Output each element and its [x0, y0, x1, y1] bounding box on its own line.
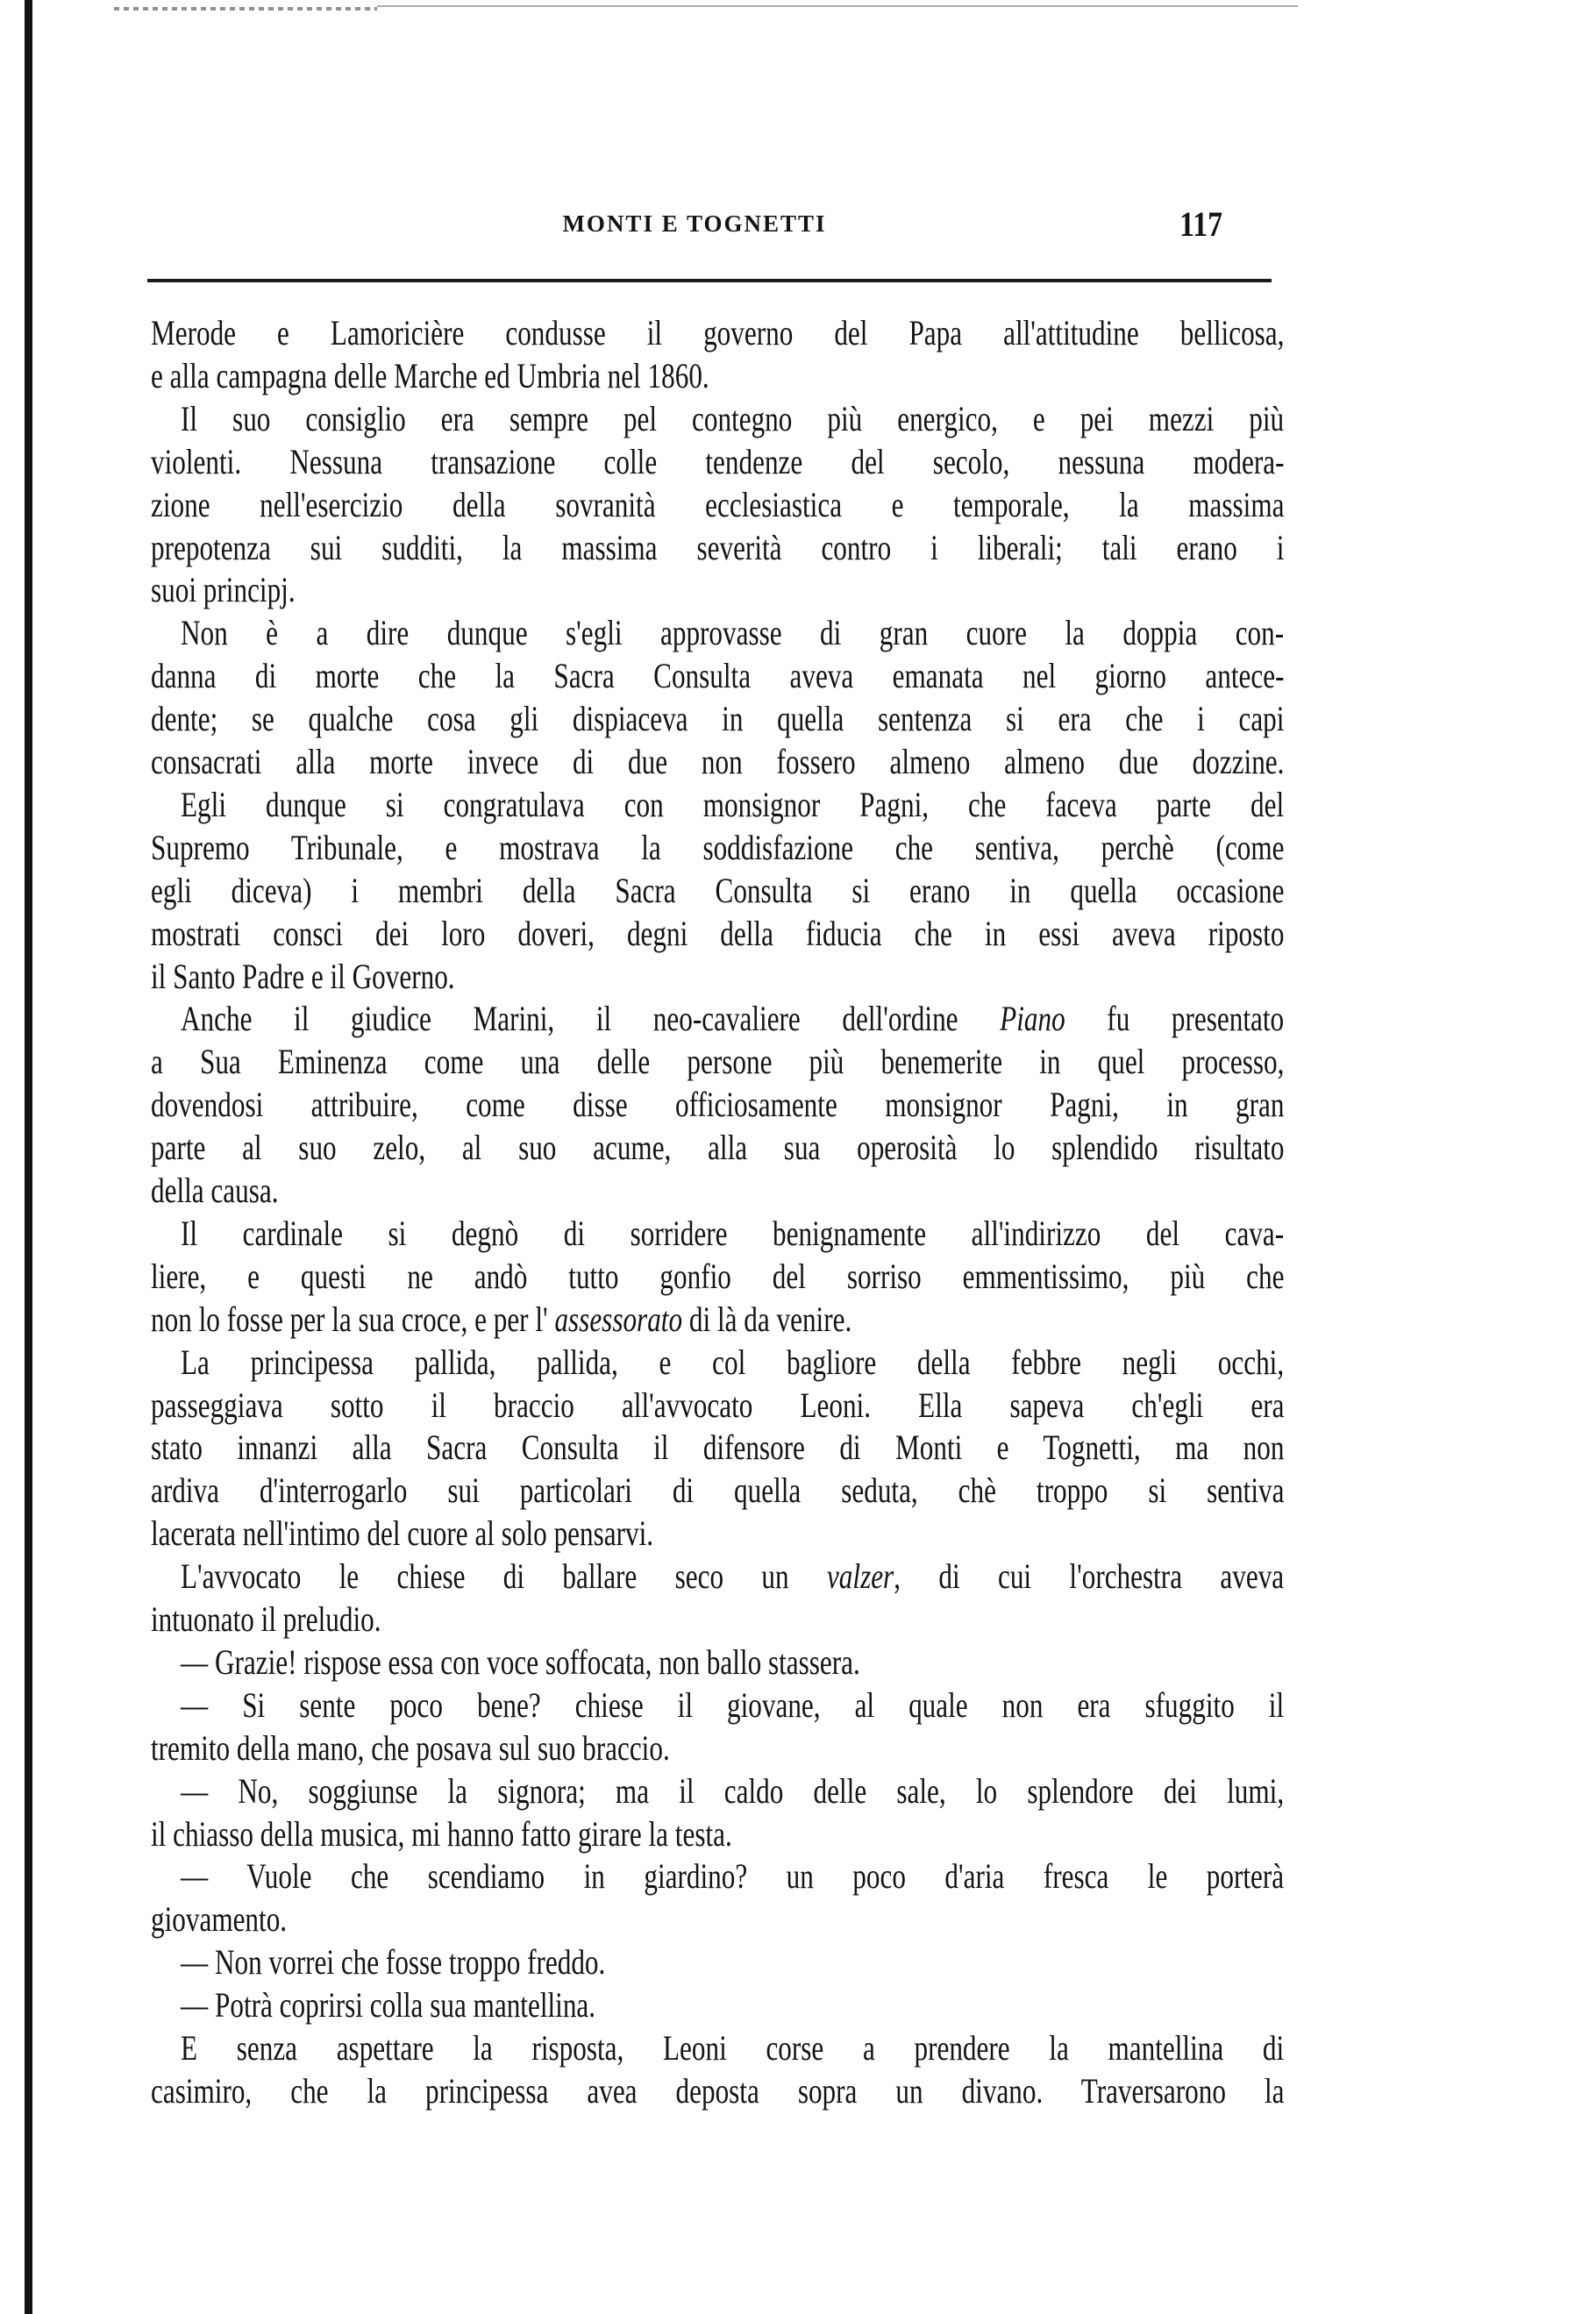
text-line	[151, 526, 1284, 569]
text-line	[181, 997, 1284, 1040]
text-segment: di là da venire.	[682, 1299, 852, 1339]
page-number: 117	[1179, 204, 1223, 244]
text-line	[151, 1298, 1284, 1341]
text-segment: della causa.	[151, 1171, 279, 1210]
scan-top-edge	[377, 5, 1298, 7]
text-segment: — Vuole che scendiamo in giardino? un poco d'aria fresca le porterà	[181, 1856, 1285, 1897]
text-segment: casimiro, che la principessa avea deposta sopra un divano. Traversarono la	[151, 2070, 1285, 2111]
text-segment: passeggiava sotto il braccio all'avvocato Leoni. Ella sapeva ch'egli era	[151, 1385, 1285, 1425]
text-line	[181, 1341, 1284, 1384]
text-segment: — Non vorrei che fosse troppo freddo.	[181, 1942, 606, 1983]
text-line	[151, 955, 1284, 998]
text-line	[151, 1812, 1284, 1855]
text-line	[151, 1255, 1284, 1298]
text-line	[151, 1469, 1284, 1512]
text-segment: dovendosi attribuire, come disse officiosamente monsignor Pagni, in gran	[151, 1085, 1285, 1125]
running-title: MONTI E TOGNETTI	[562, 210, 827, 237]
text-segment: a Sua Eminenza come una delle persone più benemerite in quel processo,	[151, 1042, 1285, 1082]
text-segment: prepotenza sui sudditi, la massima severità contro i liberali; tali erano i	[151, 527, 1285, 567]
text-line	[181, 397, 1284, 440]
text-line	[151, 1897, 1284, 1940]
text-segment: fu presentato	[1065, 999, 1285, 1039]
text-line	[151, 869, 1284, 912]
text-segment: Il cardinale si degnò di sorridere benignamente all'indirizzo del cava-	[181, 1213, 1285, 1253]
text-segment: egli diceva) i membri della Sacra Consulta si erano in quella occasione	[151, 870, 1285, 910]
text-line	[151, 1169, 1284, 1212]
text-line	[151, 740, 1284, 783]
text-segment: e alla campagna delle Marche ed Umbria nel 1860.	[151, 355, 709, 395]
text-segment: liere, e questi ne andò tutto gonfio del sorriso emmentissimo, più che	[151, 1256, 1285, 1296]
text-segment: tremito della mano, che posava sul suo braccio.	[151, 1727, 670, 1768]
text-line	[151, 697, 1284, 740]
text-segment: danna di morte che la Sacra Consulta aveva emanata nel giorno antece-	[151, 656, 1285, 696]
text-segment: , di cui l'orchestra aveva	[894, 1556, 1285, 1597]
text-segment: Non è a dire dunque s'egli approvasse di gran cuore la doppia con-	[181, 613, 1285, 653]
text-segment: L'avvocato le chiese di ballare seco un	[181, 1556, 827, 1597]
text-line	[151, 440, 1284, 483]
text-segment: — No, soggiunse la signora; ma il caldo delle sale, lo splendore dei lumi,	[181, 1770, 1285, 1811]
text-line	[151, 1083, 1284, 1126]
text-segment: il Santo Padre e il Governo.	[151, 956, 455, 996]
text-segment: giovamento.	[151, 1899, 288, 1940]
header-rule	[147, 279, 1272, 282]
text-line	[181, 2026, 1284, 2069]
text-line	[181, 1212, 1284, 1255]
text-line	[151, 311, 1284, 354]
text-segment: suoi principj.	[151, 570, 296, 610]
italic-text: Piano	[1000, 999, 1065, 1039]
text-line	[181, 1641, 1284, 1684]
text-segment: ardiva d'interrogarlo sui particolari di quella seduta, chè troppo si sentiva	[151, 1470, 1285, 1511]
text-segment: consacrati alla morte invece di due non fossero almeno almeno due dozzine.	[151, 742, 1285, 781]
text-line	[151, 1512, 1284, 1555]
text-segment: dente; se qualche cosa gli dispiaceva in quella sentenza si era che i capi	[151, 699, 1285, 739]
text-segment: violenti. Nessuna transazione colle tendenze del secolo, nessuna modera-	[151, 441, 1285, 481]
scan-smudge	[114, 7, 377, 11]
text-line	[181, 1555, 1284, 1598]
text-line	[151, 568, 1284, 611]
text-segment: Egli dunque si congratulava con monsignor Pagni, che faceva parte del	[181, 784, 1285, 824]
text-line	[181, 611, 1284, 654]
text-line	[181, 1983, 1284, 2026]
text-line	[151, 483, 1284, 526]
italic-text: valzer	[826, 1556, 894, 1597]
text-line	[181, 783, 1284, 826]
text-segment: mostrati consci dei loro doveri, degni della fiducia che in essi aveva riposto	[151, 913, 1285, 953]
text-segment: parte al suo zelo, al suo acume, alla sua operosità lo splendido risultato	[151, 1128, 1285, 1168]
text-line	[151, 1040, 1284, 1083]
text-segment: Anche il giudice Marini, il neo-cavaliere dell'ordine	[181, 999, 1001, 1039]
text-line	[151, 1727, 1284, 1769]
scan-binding-edge	[25, 0, 32, 2314]
text-line	[151, 654, 1284, 697]
text-segment: Il suo consiglio era sempre pel contegno più energico, e pei mezzi più	[181, 398, 1285, 438]
text-segment: stato innanzi alla Sacra Consulta il difensore di Monti e Tognetti, ma non	[151, 1428, 1285, 1468]
text-line	[151, 354, 1284, 397]
text-segment: zione nell'esercizio della sovranità ecclesiastica e temporale, la massima	[151, 484, 1285, 524]
text-line	[181, 1684, 1284, 1727]
text-segment: Supremo Tribunale, e mostrava la soddisfazione che sentiva, perchè (come	[151, 827, 1285, 867]
text-line	[181, 1769, 1284, 1812]
text-line	[151, 1126, 1284, 1169]
text-segment: La principessa pallida, pallida, e col bagliore della febbre negli occhi,	[181, 1342, 1285, 1382]
text-line	[181, 1855, 1284, 1897]
text-segment: intuonato il preludio.	[151, 1599, 381, 1639]
text-segment: — Potrà coprirsi colla sua mantellina.	[181, 1985, 596, 2026]
text-line	[181, 1940, 1284, 1983]
text-line	[151, 1598, 1284, 1641]
italic-text: assessorato	[554, 1299, 683, 1339]
text-segment: Merode e Lamoricière condusse il governo del Papa all'attitudine bellicosa,	[151, 313, 1285, 352]
text-segment: il chiasso della musica, mi hanno fatto girare la testa.	[151, 1813, 732, 1854]
text-line	[151, 912, 1284, 955]
text-segment: — Si sente poco bene? chiese il giovane, al quale non era sfuggito il	[181, 1684, 1285, 1725]
text-line	[151, 2069, 1284, 2112]
text-line	[151, 1426, 1284, 1469]
text-segment: non lo fosse per la sua croce, e per l'	[151, 1299, 555, 1339]
text-segment: E senza aspettare la risposta, Leoni corse a prendere la mantellina di	[181, 2028, 1285, 2068]
text-line	[151, 1384, 1284, 1427]
text-line	[151, 826, 1284, 869]
text-segment: — Grazie! rispose essa con voce soffocata, non ballo stassera.	[181, 1641, 860, 1682]
text-segment: lacerata nell'intimo del cuore al solo pensarvi.	[151, 1513, 654, 1554]
